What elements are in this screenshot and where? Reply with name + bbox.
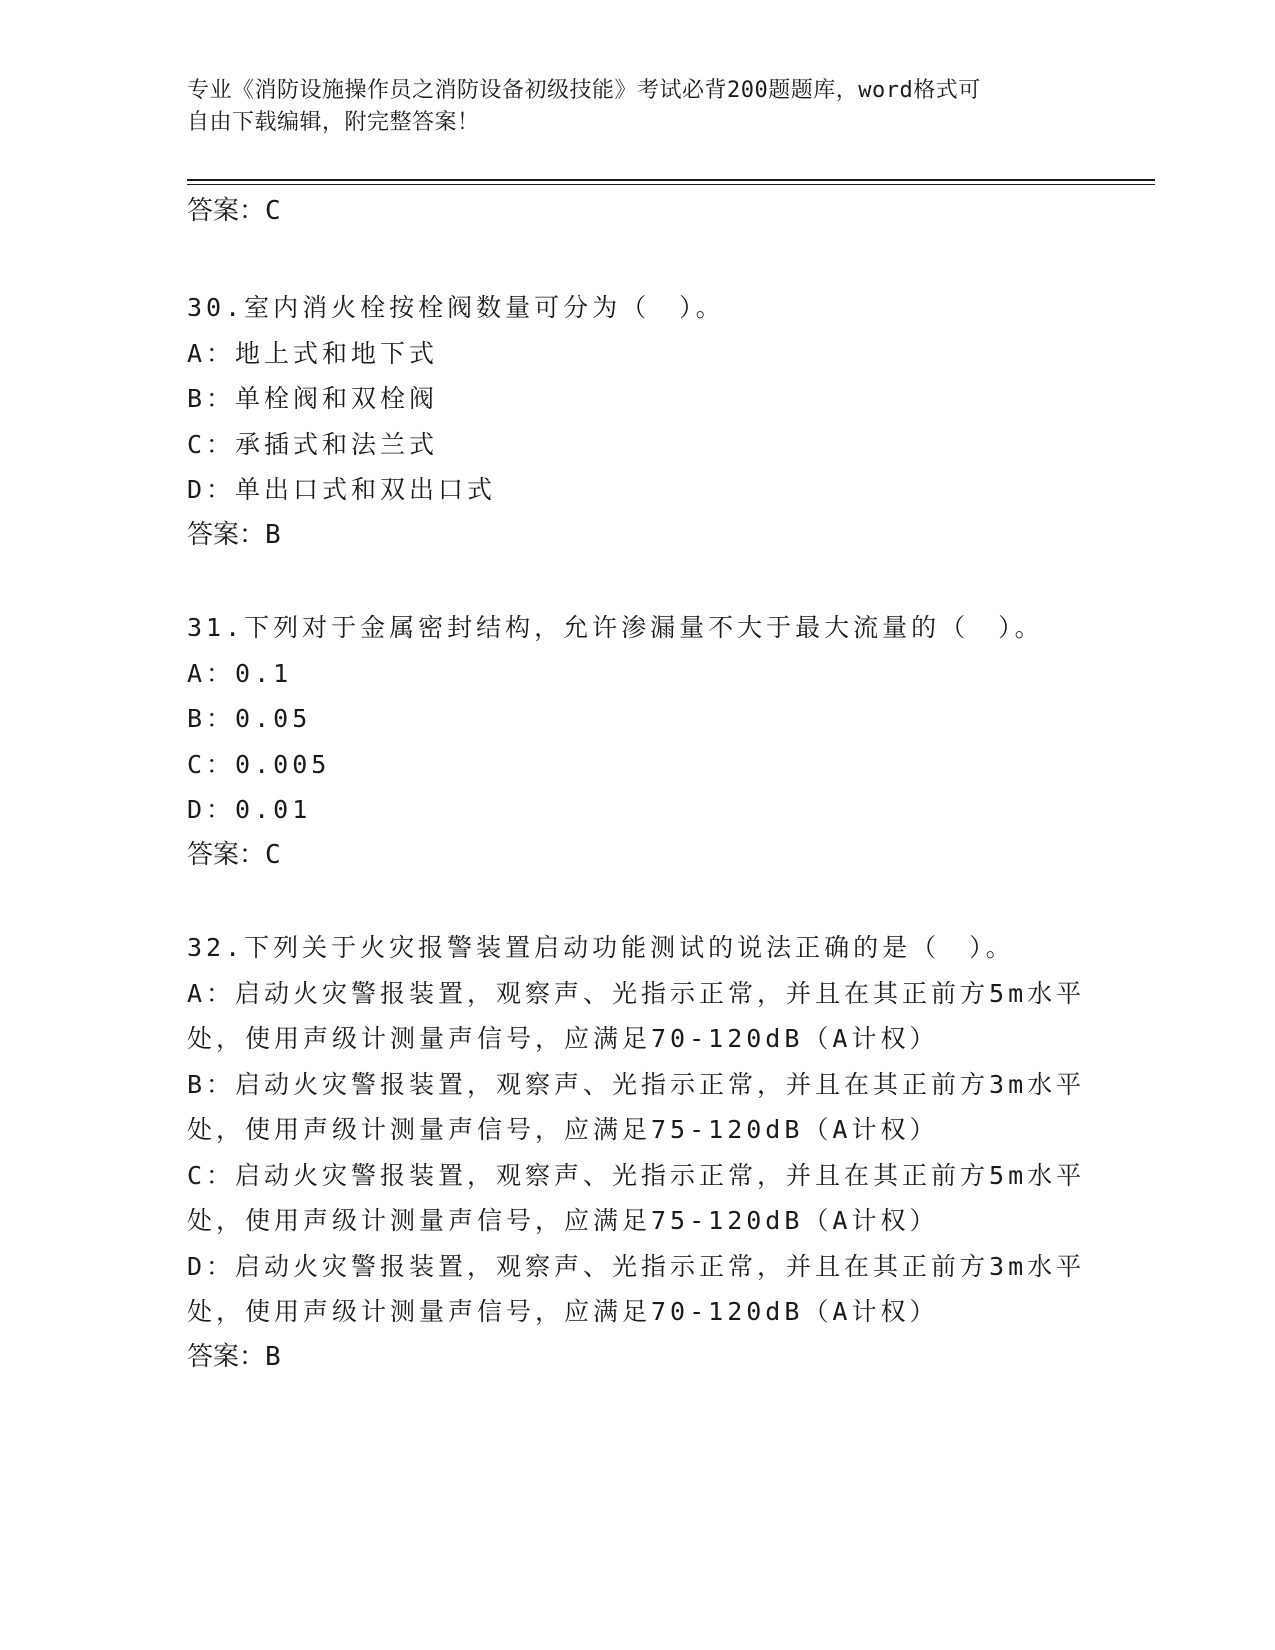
page-header [187,75,1067,139]
question-31 [187,605,1087,878]
option-a: A：启动火灾警报装置，观察声、光指示正常，并且在其正前方5m水平处，使用声级计测量声信号，应满足70-120dB（A计权） [187,978,1086,1053]
option-d: D：0.01 [187,795,312,824]
option-c: C：0.005 [187,749,331,779]
answer: 答案：B [187,1341,281,1372]
header-divider-thin [187,184,1155,185]
answer: 答案：C [187,839,281,870]
option-b: B：单栓阀和双栓阀 [187,384,439,413]
previous-answer: 答案：C [187,196,281,226]
option-c: C：启动火灾警报装置，观察声、光指示正常，并且在其正前方5m水平处，使用声级计测量声信号，应满足75-120dB（A计权） [187,1160,1086,1235]
option-d: D：单出口式和双出口式 [187,475,497,504]
option-a: A：地上式和地下式 [187,338,439,368]
option-d: D：启动火灾警报装置，观察声、光指示正常，并且在其正前方3m水平处，使用声级计测量声信号，应满足70-120dB（A计权） [187,1251,1086,1326]
option-b: B：0.05 [187,704,312,733]
option-b: B：启动火灾警报装置，观察声、光指示正常，并且在其正前方3m水平处，使用声级计测量声信号，应满足75-120dB（A计权） [187,1069,1086,1144]
option-a: A：0.1 [187,658,293,688]
question-list [187,285,1087,1427]
header-line-2: 自由下载编辑，附完整答案！ [187,110,480,135]
question-30 [187,285,1087,558]
question-stem: 31.下列对于金属密封结构，允许渗漏量不大于最大流量的（ ）。 [187,613,1044,642]
question-stem: 32.下列关于火灾报警装置启动功能测试的说法正确的是（ ）。 [187,933,1015,962]
question-32 [187,925,1087,1380]
option-c: C：承插式和法兰式 [187,429,439,459]
header-line-1: 专业《消防设施操作员之消防设备初级技能》考试必背200题题库，word格式可 [187,78,981,103]
header-divider [187,179,1155,181]
question-stem: 30.室内消火栓按栓阀数量可分为（ ）。 [187,293,725,322]
answer: 答案：B [187,519,281,550]
